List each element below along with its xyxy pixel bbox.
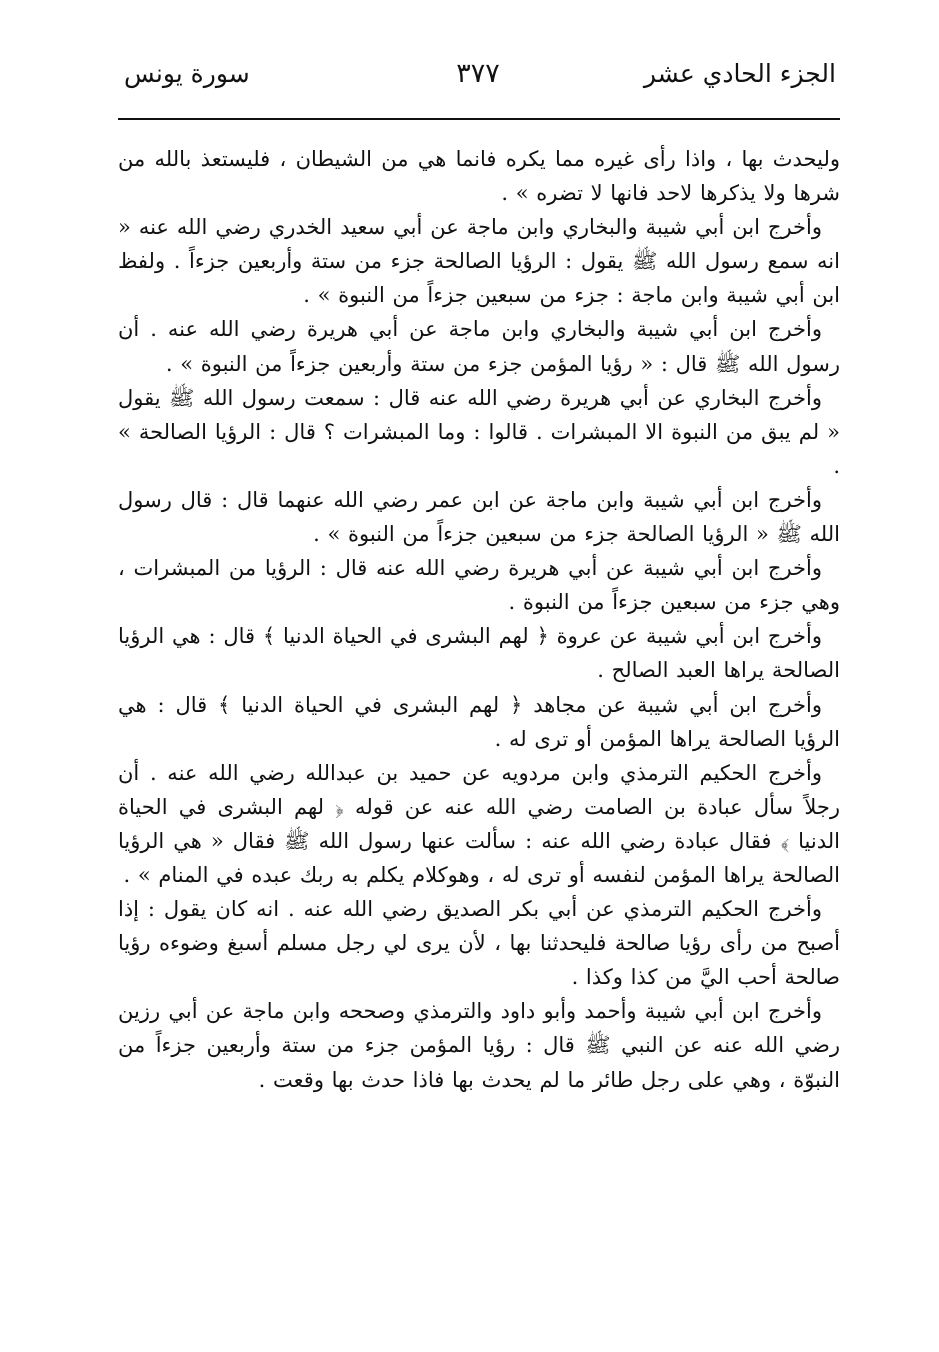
paragraph: وأخرج البخاري عن أبي هريرة رضي الله عنه قال : سمعت رسول الله ﷺ يقول « لم يبق من النبوة الا المبشرات . قالوا : وما المبشرات ؟ قال : الرؤيا الصالحة » . bbox=[118, 385, 840, 478]
paragraph: وأخرج ابن أبي شيبة عن عروة ﴿ لهم البشرى في الحياة الدنيا ﴾ قال : هي الرؤيا الصالحة يراها العبد الصالح . bbox=[118, 624, 840, 683]
surah-title: سورة يونس bbox=[124, 59, 250, 88]
page-number: ٣٧٧ bbox=[456, 58, 500, 89]
paragraph: وليحدث بها ، واذا رأى غيره مما يكره فانما هي من الشيطان ، فليستعذ بالله من شرها ولا يذكرها لاحد فانها لا تضره » . bbox=[118, 147, 840, 206]
juz-title: الجزء الحادي عشر bbox=[643, 59, 836, 88]
paragraph: وأخرج ابن أبي شيبة وابن ماجة عن ابن عمر رضي الله عنهما قال : قال رسول الله ﷺ « الرؤيا الصالحة جزء من سبعين جزءاً من النبوة » . bbox=[118, 487, 840, 547]
paragraph: وأخرج ابن أبي شيبة والبخاري وابن ماجة عن أبي سعيد الخدري رضي الله عنه « انه سمع رسول الله ﷺ يقول : الرؤيا الصالحة جزء من ستة وأربعين جزءاً . ولفظ ابن أبي شيبة وابن ماجة : جزء من سبعين جزءاً من النبوة » . bbox=[118, 215, 840, 308]
page-body bbox=[118, 142, 840, 1097]
paragraph: وأخرج ابن أبي شيبة والبخاري وابن ماجة عن أبي هريرة رضي الله عنه . أن رسول الله ﷺ قال : « رؤيا المؤمن جزء من ستة وأربعين جزءاً من النبوة » . bbox=[118, 317, 840, 376]
running-header bbox=[118, 52, 838, 104]
header-divider bbox=[118, 118, 840, 120]
paragraph: وأخرج ابن أبي شيبة عن أبي هريرة رضي الله عنه قال : الرؤيا من المبشرات ، وهي جزء من سبعين جزءاً من النبوة . bbox=[118, 556, 840, 615]
paragraph: وأخرج الحكيم الترمذي عن أبي بكر الصديق رضي الله عنه . انه كان يقول : إذا أصبح من رأى رؤيا صالحة فليحدثنا بها ، لأن يرى لي رجل مسلم أسبغ وضوءه رؤيا صالحة أحب اليَّ من كذا وكذا . bbox=[118, 897, 840, 990]
paragraph: وأخرج ابن أبي شيبة وأحمد وأبو داود والترمذي وصححه وابن ماجة عن أبي رزين رضي الله عنه عن النبي ﷺ قال : رؤيا المؤمن جزء من ستة وأربعين جزءاً من النبوّة ، وهي على رجل طائر ما لم يحدث بها فاذا حدث بها وقعت . bbox=[118, 999, 840, 1092]
paragraph: وأخرج الحكيم الترمذي وابن مردويه عن حميد بن عبدالله رضي الله عنه . أن رجلاً سأل عبادة بن الصامت رضي الله عنه عن قوله ﴿ لهم البشرى في الحياة الدنيا ﴾ فقال عبادة رضي الله عنه : سألت عنها رسول الله ﷺ فقال « هي الرؤيا الصالحة يراها المؤمن لنفسه أو ترى له ، وهوكلام يكلم به ربك عبده في المنام » . bbox=[118, 760, 840, 887]
paragraph: وأخرج ابن أبي شيبة عن مجاهد ﴿ لهم البشرى في الحياة الدنيا ﴾ قال : هي الرؤيا الصالحة يراها المؤمن أو ترى له . bbox=[118, 692, 840, 751]
